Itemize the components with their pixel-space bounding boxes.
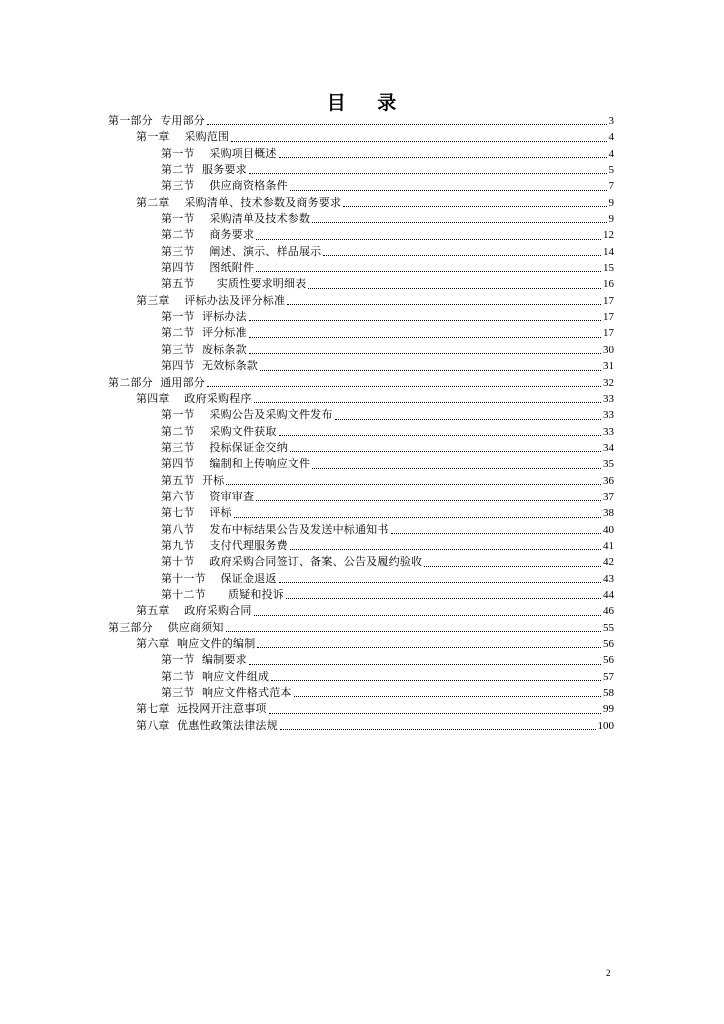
toc-dot-leader (308, 288, 601, 289)
toc-dot-leader (312, 222, 606, 223)
toc-entry[interactable] (108, 325, 614, 341)
toc-entry-page: 7 (608, 180, 614, 193)
toc-entry-page: 37 (603, 490, 614, 503)
toc-entry-title: 第一节 评标办法 (161, 310, 247, 324)
toc-entry-page: 14 (603, 245, 614, 258)
toc-entry[interactable] (108, 554, 614, 570)
toc-dot-leader (249, 353, 601, 354)
toc-entry-title: 第三节 阐述、演示、样品展示 (161, 244, 322, 258)
toc-dot-leader (279, 582, 601, 583)
toc-entry-page: 35 (603, 458, 614, 471)
toc-entry-title: 第一节 编制要求 (161, 653, 247, 667)
toc-entry-page: 3 (608, 115, 614, 127)
toc-entry-page: 36 (603, 474, 614, 487)
toc-entry[interactable] (108, 178, 614, 194)
toc-entry-page: 55 (603, 621, 614, 634)
toc-entry[interactable] (108, 113, 614, 129)
toc-entry-title: 第一章 采购范围 (136, 130, 230, 144)
toc-entry-page: 4 (608, 147, 614, 160)
toc-entry-page: 57 (603, 670, 614, 683)
toc-entry-title: 第二节 响应文件组成 (161, 669, 270, 683)
toc-entry-page: 38 (603, 507, 614, 520)
toc-entry-page: 42 (603, 556, 614, 569)
toc-entry-title: 第一节 采购项目概述 (161, 146, 277, 160)
toc-entry-page: 43 (603, 572, 614, 585)
toc-entry[interactable] (108, 391, 614, 407)
toc-entry[interactable] (108, 375, 614, 391)
toc-entry[interactable] (108, 587, 614, 603)
toc-dot-leader (424, 566, 601, 567)
toc-entry-title: 第四节 无效标条款 (161, 359, 258, 373)
toc-entry-title: 第五章 政府采购合同 (136, 604, 252, 618)
toc-entry[interactable] (108, 685, 614, 701)
toc-entry-title: 第二节 服务要求 (161, 163, 247, 177)
toc-entry-page: 16 (603, 278, 614, 291)
toc-entry-title: 第七章 远投网开注意事项 (136, 702, 267, 716)
toc-entry[interactable] (108, 456, 614, 472)
toc-entry-title: 第二章 采购清单、技术参数及商务要求 (136, 195, 342, 209)
toc-dot-leader (294, 696, 601, 697)
toc-entry[interactable] (108, 407, 614, 423)
toc-dot-leader (254, 615, 601, 616)
page-number: 2 (606, 968, 611, 978)
toc-entry-page: 33 (603, 425, 614, 438)
toc-entry-page: 99 (603, 703, 614, 716)
toc-entry-title: 第一节 采购清单及技术参数 (161, 212, 311, 226)
toc-entry-page: 32 (603, 376, 614, 389)
toc-entry-page: 9 (608, 196, 614, 209)
toc-dot-leader (249, 337, 601, 338)
toc-entry-title: 第一节 采购公告及采购文件发布 (161, 408, 333, 422)
toc-dot-leader (256, 239, 601, 240)
toc-entry-page: 12 (603, 229, 614, 242)
toc-entry[interactable] (108, 718, 614, 734)
toc-entry[interactable] (108, 538, 614, 554)
toc-dot-leader (249, 173, 607, 174)
toc-entry-page: 17 (603, 327, 614, 340)
toc-title: 目 录 (326, 92, 398, 114)
toc-entry[interactable] (108, 309, 614, 325)
toc-dot-leader (256, 500, 601, 501)
toc-dot-leader (249, 664, 601, 665)
toc-entry[interactable] (108, 571, 614, 587)
toc-entry[interactable] (108, 342, 614, 358)
toc-entry-title: 第一部分 专用部分 (108, 114, 205, 127)
toc-entry-title: 第十一节 保证金退返 (161, 571, 277, 585)
toc-dot-leader (226, 484, 601, 485)
toc-entry-title: 第三节 废标条款 (161, 342, 247, 356)
toc-dot-leader (391, 533, 601, 534)
toc-entry-title: 第五节 实质性要求明细表 (161, 277, 307, 291)
toc-entry-page: 33 (603, 409, 614, 422)
toc-dot-leader (226, 631, 601, 632)
toc-dot-leader (207, 386, 601, 387)
toc-entry-page: 5 (608, 164, 614, 177)
toc-entry-title: 第二节 采购文件获取 (161, 424, 277, 438)
toc-dot-leader (287, 304, 601, 305)
toc-dot-leader (323, 255, 601, 256)
toc-entry-page: 15 (603, 262, 614, 275)
toc-dot-leader (290, 451, 601, 452)
toc-dot-leader (256, 271, 601, 272)
toc-entry[interactable] (108, 227, 614, 243)
toc-entry-page: 9 (608, 213, 614, 226)
toc-entry-title: 第五节 开标 (161, 473, 225, 487)
toc-dot-leader (279, 435, 601, 436)
toc-entry-title: 第十节 政府采购合同签订、备案、公告及履约验收 (161, 555, 423, 569)
toc-entry[interactable] (108, 669, 614, 685)
toc-entry-title: 第六章 响应文件的编制 (136, 637, 256, 650)
toc-dot-leader (249, 320, 601, 321)
toc-entry-page: 4 (608, 131, 614, 144)
toc-entry-title: 第二部分 通用部分 (108, 375, 205, 389)
toc-entry[interactable] (108, 162, 614, 178)
toc-entry-title: 第四节 编制和上传响应文件 (161, 457, 311, 471)
toc-entry[interactable] (108, 260, 614, 276)
toc-entry-page: 44 (603, 588, 614, 601)
toc-entry[interactable] (108, 146, 614, 162)
toc-entry[interactable] (108, 505, 614, 521)
toc-entry-page: 17 (603, 311, 614, 324)
toc-dot-leader (254, 402, 601, 403)
toc-entry-title: 第八章 优惠性政策法律法规 (136, 718, 278, 732)
toc-dot-leader (290, 190, 607, 191)
toc-entry-title: 第三部分 供应商须知 (108, 620, 224, 634)
toc-dot-leader (207, 124, 607, 125)
toc-dot-leader (286, 598, 601, 599)
toc-entry-page: 46 (603, 605, 614, 618)
toc-entry-page: 40 (603, 523, 614, 536)
toc-dot-leader (271, 680, 601, 681)
toc-dot-leader (257, 647, 601, 648)
toc-entry[interactable] (108, 195, 614, 211)
toc-entry-title: 第三节 投标保证金交纳 (161, 440, 288, 454)
toc-entry-title: 第九节 支付代理服务费 (161, 538, 288, 552)
toc-entry-title: 第三章 评标办法及评分标准 (136, 293, 286, 307)
toc-entry[interactable] (108, 701, 614, 717)
toc-entry-page: 30 (603, 343, 614, 356)
toc-entry[interactable] (108, 129, 614, 145)
toc-entry[interactable] (108, 440, 614, 456)
toc-entry-page: 31 (603, 360, 614, 373)
toc-dot-leader (234, 517, 601, 518)
toc-entry-title: 第二节 商务要求 (161, 228, 255, 242)
toc-entry-page: 34 (603, 441, 614, 454)
toc-entry[interactable] (108, 603, 614, 619)
toc-entry[interactable] (108, 211, 614, 227)
toc-entry-page: 41 (603, 539, 614, 552)
toc-entry[interactable] (108, 276, 614, 292)
toc-entry[interactable] (108, 620, 614, 636)
toc-dot-leader (343, 206, 606, 207)
toc-dot-leader (335, 419, 601, 420)
toc-entry-title: 第二节 评分标准 (161, 326, 247, 340)
toc-entry-title: 第四节 图纸附件 (161, 261, 255, 275)
toc-entry-title: 第七节 评标 (161, 506, 232, 520)
toc-entry-page: 100 (597, 719, 614, 732)
toc-entry[interactable] (108, 473, 614, 489)
toc-dot-leader (231, 141, 606, 142)
toc-dot-leader (279, 157, 607, 158)
toc-entry-title: 第八节 发布中标结果公告及发送中标通知书 (161, 522, 389, 536)
toc-dot-leader (269, 713, 601, 714)
toc-dot-leader (280, 729, 596, 730)
toc-entry[interactable] (108, 652, 614, 668)
toc-entry[interactable] (108, 636, 614, 652)
toc-entry-title: 第六节 资审审查 (161, 489, 255, 503)
toc-entry-title: 第三节 供应商资格条件 (161, 179, 288, 193)
toc-entry-title: 第十二节 质疑和投诉 (161, 587, 284, 601)
toc-dot-leader (312, 468, 601, 469)
toc-entry[interactable] (108, 293, 614, 309)
toc-entry-page: 56 (603, 638, 614, 650)
toc-entry-page: 58 (603, 687, 614, 700)
toc-list (108, 113, 614, 734)
toc-entry[interactable] (108, 522, 614, 538)
toc-entry-title: 第三节 响应文件格式范本 (161, 686, 292, 700)
toc-entry-page: 17 (603, 294, 614, 307)
toc-dot-leader (290, 549, 601, 550)
toc-entry[interactable] (108, 489, 614, 505)
toc-entry[interactable] (108, 244, 614, 260)
toc-entry[interactable] (108, 358, 614, 374)
toc-dot-leader (260, 370, 601, 371)
toc-entry-title: 第四章 政府采购程序 (136, 391, 252, 405)
toc-entry[interactable] (108, 424, 614, 440)
toc-entry-page: 33 (603, 392, 614, 405)
toc-entry-page: 56 (603, 654, 614, 667)
